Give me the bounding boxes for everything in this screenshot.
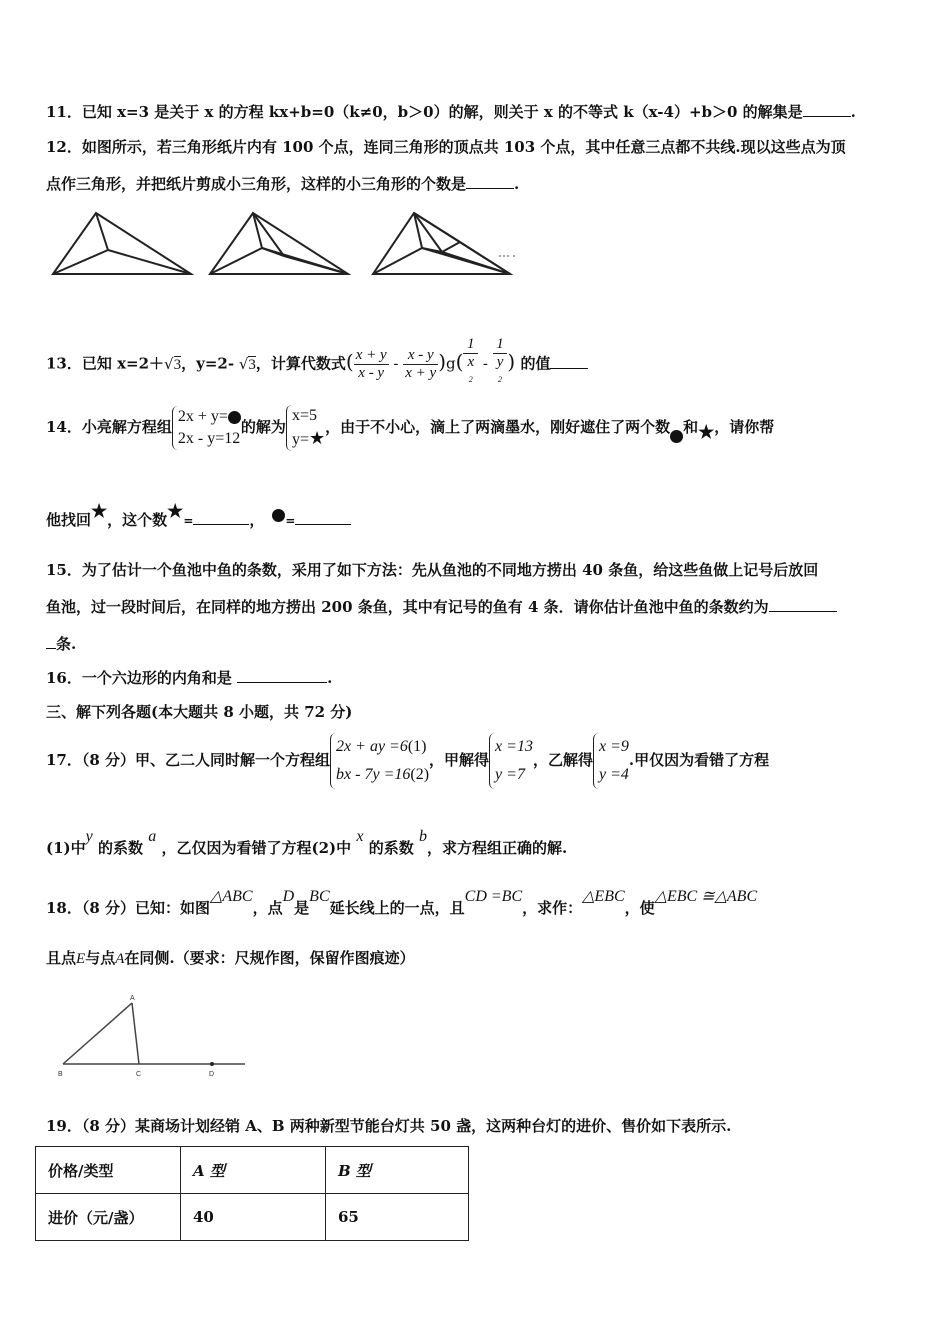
- q13-mid2: ，计算代数式: [255, 354, 346, 373]
- q13-mid: ，y=2-: [181, 354, 235, 373]
- q16: [46, 668, 332, 688]
- q16-blank: [237, 668, 327, 683]
- q17-tail: .甲仅因为看错了方程: [628, 751, 770, 769]
- ink-star-icon: ★: [698, 422, 715, 443]
- q14-line2b: ，这个数: [107, 511, 168, 529]
- triangle-3: [373, 213, 510, 274]
- q15-line1: 15．为了估计一个鱼池中鱼的条数，采用了如下方法：先从鱼池的不同地方捞出 40 条鱼，给这些鱼做上记号后放回: [46, 561, 819, 579]
- q17-line2: (1)中y 的系数 a ，乙仅因为看错了方程(2)中 x 的系数 b，求方程组正确的解.: [46, 828, 568, 857]
- q16-text: 16．一个六边形的内角和是: [46, 669, 232, 687]
- q17: [46, 730, 769, 790]
- table-header-cell: B 型: [326, 1147, 469, 1194]
- q17-prefix: 17．（8 分）甲、乙二人同时解一个方程组: [46, 751, 331, 769]
- q13-blank: [550, 354, 588, 369]
- q18-line2: 且点E与点A在同侧.（要求：尺规作图，保留作图痕迹）: [46, 949, 415, 967]
- table-cell: 65: [326, 1194, 469, 1241]
- q13-sqrt-2: 3: [248, 356, 256, 373]
- q13-sqrt-1: 3: [173, 356, 182, 373]
- table-cell: 40: [181, 1194, 326, 1241]
- ink-star-icon: ★: [167, 501, 184, 522]
- q14-line2: [46, 501, 351, 531]
- q13-frac-2: $\frac{x - y}{x + y}$: [405, 347, 437, 381]
- q13-prefix: 13．已知 x=2＋: [46, 354, 165, 373]
- triangle-2: [210, 213, 348, 274]
- q14-blank-dot: [295, 510, 351, 525]
- q17-yi: ，乙解得: [532, 751, 593, 769]
- table-row: [36, 1147, 469, 1194]
- q19-text: 19．（8 分）某商场计划经销 A、B 两种新型节能台灯共 50 盏，这两种台灯的进价、售价如下表所示.: [46, 1117, 732, 1135]
- q14-eq-1: =: [183, 514, 194, 528]
- q14-eq-2: =: [285, 514, 296, 528]
- q12-end: .: [514, 175, 520, 193]
- label-c: C: [136, 1071, 142, 1078]
- q14-system: 2x + y= 2x - y=12: [172, 406, 241, 450]
- price-table: [35, 1146, 469, 1241]
- side-ac: [132, 1003, 139, 1064]
- label-d: D: [209, 1071, 215, 1078]
- q15-line2: [46, 597, 837, 617]
- q14-and: 和: [683, 418, 699, 436]
- q17-jia: ，甲解得: [429, 751, 490, 769]
- q11: [46, 102, 856, 122]
- q12-triangle-figures: [48, 208, 518, 280]
- q14-sol-label: 的解为: [240, 418, 286, 436]
- q14-line2a: 他找回: [46, 511, 92, 529]
- ink-star-icon: ★: [308, 428, 326, 448]
- q13-frac-1: $\frac{x + y}{x - y}$: [355, 347, 387, 381]
- table-row: [36, 1194, 469, 1241]
- label-b: B: [58, 1071, 63, 1078]
- q15-line2-text: 鱼池，过一段时间后，在同样的地方捞出 200 条鱼，其中有记号的鱼有 4 条．请你估计鱼池中鱼的条数约为: [46, 598, 769, 616]
- section-3-heading: 三、解下列各题(本大题共 8 小题，共 72 分): [46, 703, 353, 721]
- q17-system: 2x + ay =6(1) bx - 7y =16(2): [330, 733, 429, 789]
- q15-line3: [46, 634, 76, 654]
- q14-prefix: 14．小亮解方程组: [46, 418, 172, 436]
- table-cell: 进价（元/盏）: [36, 1194, 181, 1241]
- q17-jia-solution: x =13 y =7: [489, 733, 533, 789]
- q13: 13．已知 x=2＋√3，y=2- √3，计算代数式( $\frac{x + y}{x - y}$ - $\frac{x - y}{x + y}$ )g( 1 x $^2$ - 1 y $^2$ ) 的值: [46, 336, 588, 393]
- q14-solution: x=5 y=★: [286, 405, 325, 451]
- q16-end: .: [327, 669, 333, 687]
- side-ab: [63, 1003, 132, 1064]
- q12-line2-text: 点作三角形，并把纸片剪成小三角形，这样的小三角形的个数是: [46, 175, 467, 193]
- q13-suffix: 的值: [520, 354, 551, 373]
- q15-blank-2: [46, 634, 56, 649]
- point-d: [210, 1062, 214, 1066]
- q14-tail: ，请你帮: [714, 418, 775, 436]
- ink-dot-icon: [272, 509, 285, 522]
- q12-line1: 12．如图所示，若三角形纸片内有 100 个点，连同三角形的顶点共 103 个点，其中任意三点都不共线.现以这些点为顶: [46, 138, 846, 156]
- q14-comma: ，: [249, 511, 265, 529]
- table-header-cell: A 型: [181, 1147, 326, 1194]
- q13-g: g: [446, 354, 456, 373]
- q15-blank: [769, 597, 837, 612]
- q11-end: .: [850, 103, 856, 121]
- table-header-cell: 价格/类型: [36, 1147, 181, 1194]
- q17-yi-solution: x =9 y =4: [593, 733, 629, 789]
- q18-figure: [55, 992, 255, 1080]
- q12-blank: [466, 174, 514, 189]
- q14-text: ，由于不小心，滴上了两滴墨水，刚好遮住了两个数: [325, 418, 671, 436]
- ink-dot-icon: [670, 430, 683, 443]
- q14-blank-star: [193, 510, 249, 525]
- label-a: A: [130, 995, 135, 1002]
- q13-frac-4: 1 y $^2$: [493, 336, 508, 393]
- q11-blank: [803, 102, 851, 117]
- q15-line3-text: 条.: [56, 635, 77, 653]
- ink-dot-icon: [228, 411, 241, 424]
- q14: [46, 402, 774, 452]
- ink-star-icon: ★: [91, 501, 108, 522]
- q11-text: 11．已知 x=3 是关于 x 的方程 kx+b=0（k≠0，b＞0）的解，则关于 x 的不等式 k（x-4）+b＞0 的解集是: [46, 103, 803, 121]
- q12-line2: [46, 174, 519, 194]
- q13-frac-3: 1 x $^2$: [463, 336, 478, 393]
- q18: 18．（8 分）已知：如图△ABC，点D是BC延长线上的一点，且CD =BC，求作：△EBC，使△EBC ≅△ABC: [46, 888, 758, 917]
